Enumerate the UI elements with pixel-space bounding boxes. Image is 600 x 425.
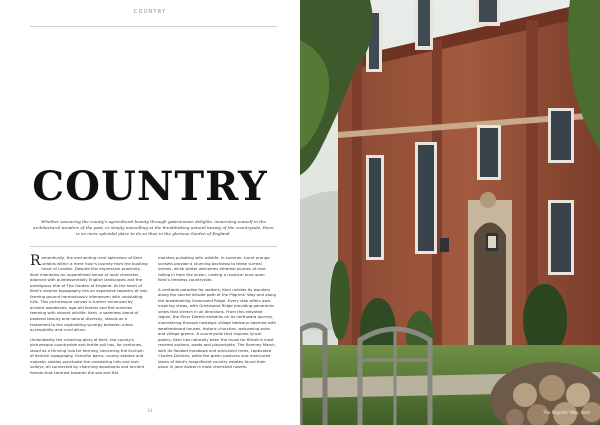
paragraph-text: omantically, the enchanting rural splendour of Kent unfolds within a mere hour's journey from the bustling heart of London. Despite this impressive proximity, Kent maintains an unparalleled sense of local character, adorned with quintessentially English landscapes and the prestigious title of The Garden of England. At the heart of Kent's diverse topography lies an expansive tapestry of lush farming ground harmoniously interwoven with undulating hills. This picturesque canvas is further enhanced by ancient woodlands, age-old forests and flat marshes teeming with vibrant wildlife. Kent, a seamless blend of pastoral beauty and natural diversity, stands as a testament to the captivating synergy between urban accessibility and rural allure. bbox=[30, 255, 148, 333]
body-paragraph: marshes pulsating with wildlife. In summer, burnt orange sunsets provide a stunning backdrop to these surreal scenes, while winter welcomes ethereal plumes of mist rolling in from the ocean, casting a mystical aura upon Kent's timeless countryside. bbox=[158, 255, 270, 283]
intro-divider bbox=[30, 246, 277, 247]
house-photo bbox=[300, 0, 600, 425]
page-number: 14 bbox=[147, 408, 153, 413]
photo-caption: The Pilgrims' Way, Kent bbox=[543, 410, 590, 415]
intro-text: Whether savouring the county's agricultural bounty through gastronomic delights, immersing oneself in the architectural wonders of the past, or simply marvelling at the breathtaking natural beauty of the countryside, there is no more splendid place to do so than in the glorious Garden of England. bbox=[33, 219, 274, 236]
body-paragraph: A veritable paradise for walkers, Kent unfolds its wonders along the sacred hillside path of the Pilgrims' Way and along the breathtaking Greensand Ridge. Every step offers awe-inspiring vistas, with Greensand Ridge providing panoramic views that stretch in all directions. From this elevated region, the River Darent embarks on its northward journey, meandering through nostalgic village tableaux adorned with weatherboard houses, historic churches, welcoming pubs and village greens. A countryside that inspires lyrical poetry, Kent has naturally been the muse for Britain's most revered authors, poets and playwrights. The Romney Marsh, with its flooded meadows and wind-bent trees, captivated Charles Dickens, while the green pastures and manicured lawns of Kent's magnificent country estates found their place in Jane Austen's most cherished novels. bbox=[158, 286, 276, 370]
top-divider bbox=[30, 26, 277, 27]
page-title: COUNTRY bbox=[32, 163, 268, 210]
body-column-right bbox=[158, 255, 276, 374]
drop-cap: R bbox=[30, 253, 41, 269]
body-paragraph: Undoubtedly the crowning glory of Kent, the county's picturesque countryside and fertile soil has, for centuries, stood as a thriving hub for farming, becoming the linchpin of Kentish topography. Graceful barns, county estates and majestic castles punctuate the undulating hills and lush valleys, all connected by charming woodlands and ancient forests that contrast towards the sea and flat bbox=[30, 336, 145, 375]
body-column-left bbox=[30, 255, 148, 379]
section-label: COUNTRY bbox=[133, 9, 167, 15]
body-paragraph bbox=[30, 255, 148, 333]
